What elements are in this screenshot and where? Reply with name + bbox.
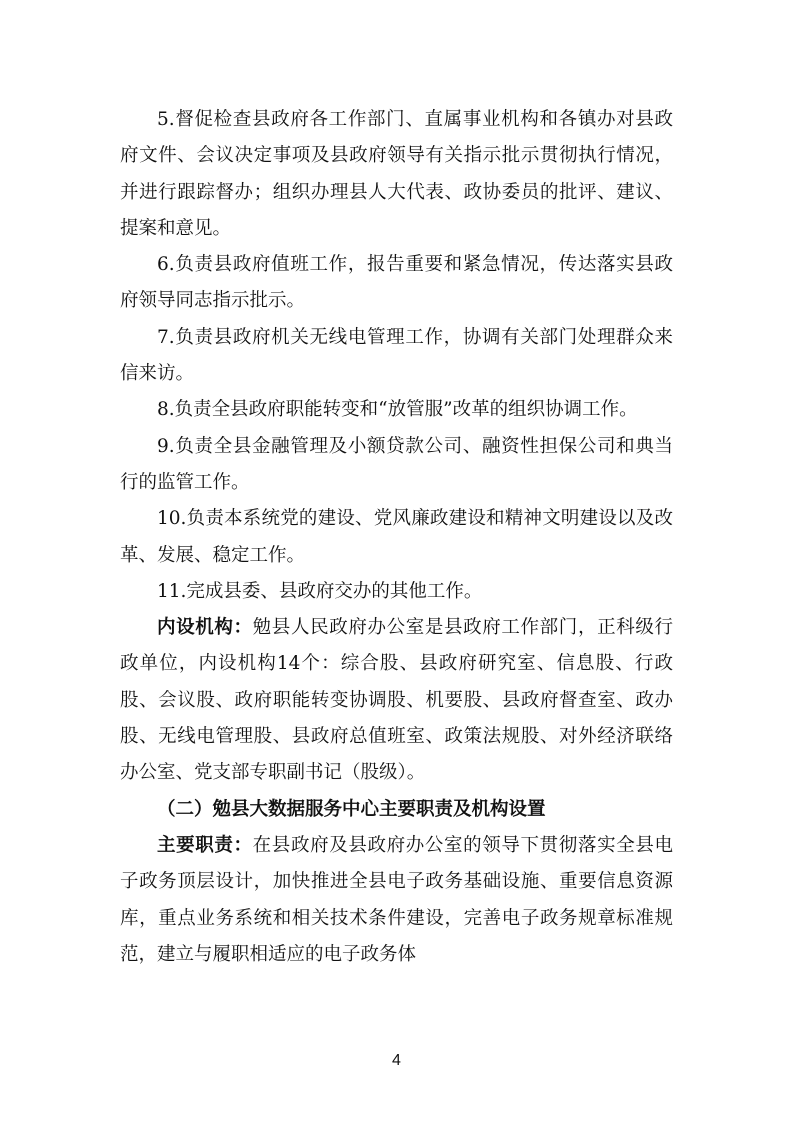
duty-item-10: 10.负责本系统党的建设、党风廉政建设和精神文明建设以及改革、发展、稳定工作。 — [120, 508, 673, 566]
section-heading: （二）勉县大数据服务中心主要职责及机构设置 — [157, 798, 546, 820]
main-duties-paragraph — [120, 828, 673, 973]
duty-item-7: 7.负责县政府机关无线电管理工作，协调有关部门处理群众来信来访。 — [120, 326, 673, 385]
internal-structure-paragraph — [120, 610, 673, 791]
page-number: 4 — [392, 1052, 401, 1069]
duty-item-9: 9.负责全县金融管理及小额贷款公司、融资性担保公司和典当行的监管工作。 — [120, 435, 673, 493]
body-text — [120, 102, 673, 973]
main-duties-label: 主要职责： — [157, 834, 253, 856]
duty-item-6: 6.负责县政府值班工作，报告重要和紧急情况，传达落实县政府领导同志指示批示。 — [120, 254, 673, 312]
duty-item-11: 11.完成县委、县政府交办的其他工作。 — [157, 580, 483, 602]
internal-structure-text: 勉县人民政府办公室是县政府工作部门，正科级行政单位，内设机构14个：综合股、县政府研究室、信息股、行政股、会议股、政府职能转变协调股、机要股、县政府督查室、政办股、无线电管理股、县政府总值班室、政策法规股、对外经济联络办公室、党支部专职副书记（股级）。 — [120, 617, 673, 784]
main-duties-text: 在县政府及县政府办公室的领导下贯彻落实全县电子政务顶层设计，加快推进全县电子政务基础设施、重要信息资源库，重点业务系统和相关技术条件建设，完善电子政务规章标准规范，建立与履职相适应的电子政务体 — [120, 834, 673, 965]
internal-structure-label: 内设机构： — [157, 617, 253, 639]
duty-item-8: 8.负责全县政府职能转变和“放管服”改革的组织协调工作。 — [157, 399, 638, 421]
duty-item-5: 5.督促检查县政府各工作部门、直属事业机构和各镇办对县政府文件、会议决定事项及县政府领导有关指示批示贯彻执行情况，并进行跟踪督办；组织办理县人大代表、政协委员的批评、建议、提案和意见。 — [120, 109, 673, 239]
